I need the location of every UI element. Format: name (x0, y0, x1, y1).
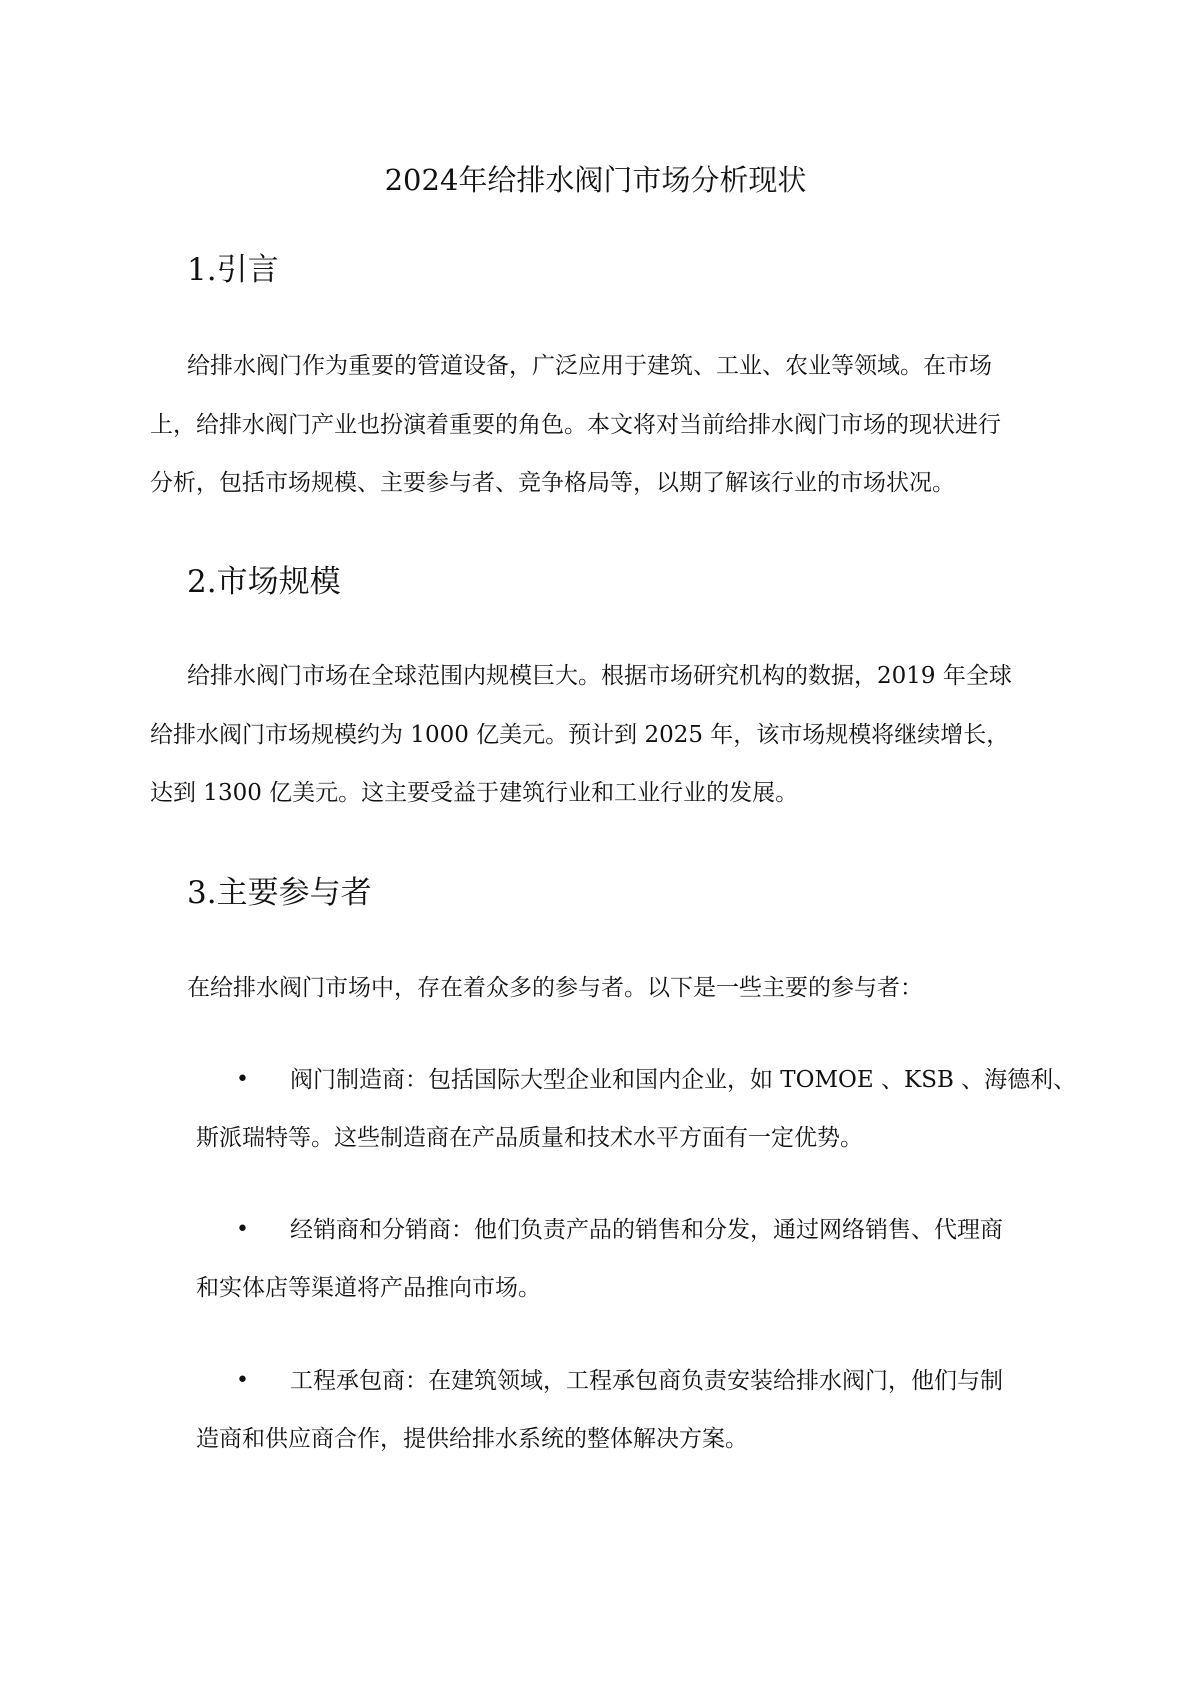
section-heading-market-size: 2.市场规模 (187, 564, 341, 600)
bullet-marker: • (236, 1067, 249, 1092)
bullet-item-line: 造商和供应商合作，提供给排水系统的整体解决方案。 (196, 1426, 748, 1452)
paragraph-line: 达到 1300 亿美元。这主要受益于建筑行业和工业行业的发展。 (150, 780, 799, 806)
bullet-item-line: 阀门制造商：包括国际大型企业和国内企业，如 TOMOE 、KSB 、海德利、 (290, 1067, 1077, 1093)
bullet-marker: • (236, 1217, 249, 1242)
bullet-item-line: 斯派瑞特等。这些制造商在产品质量和技术水平方面有一定优势。 (196, 1125, 863, 1151)
paragraph-line: 分析，包括市场规模、主要参与者、竞争格局等，以期了解该行业的市场状况。 (150, 470, 955, 496)
document-title: 2024年给排水阀门市场分析现状 (384, 163, 807, 197)
paragraph-line: 给排水阀门市场在全球范围内规模巨大。根据市场研究机构的数据，2019 年全球 (187, 663, 1012, 689)
paragraph-line: 给排水阀门市场规模约为 1000 亿美元。预计到 2025 年，该市场规模将继续增长， (150, 722, 1010, 748)
paragraph-line: 在给排水阀门市场中，存在着众多的参与者。以下是一些主要的参与者： (187, 975, 923, 1001)
section-heading-main-participants: 3.主要参与者 (187, 875, 372, 911)
paragraph-line: 上，给排水阀门产业也扮演着重要的角色。本文将对当前给排水阀门市场的现状进行 (150, 412, 1001, 438)
bullet-marker: • (236, 1368, 249, 1393)
section-heading-introduction: 1.引言 (187, 252, 279, 288)
bullet-item-line: 工程承包商：在建筑领域，工程承包商负责安装给排水阀门，他们与制 (290, 1368, 1003, 1394)
bullet-item-line: 经销商和分销商：他们负责产品的销售和分发，通过网络销售、代理商 (290, 1217, 1003, 1243)
paragraph-line: 给排水阀门作为重要的管道设备，广泛应用于建筑、工业、农业等领域。在市场 (187, 353, 992, 379)
bullet-item-line: 和实体店等渠道将产品推向市场。 (196, 1275, 541, 1301)
